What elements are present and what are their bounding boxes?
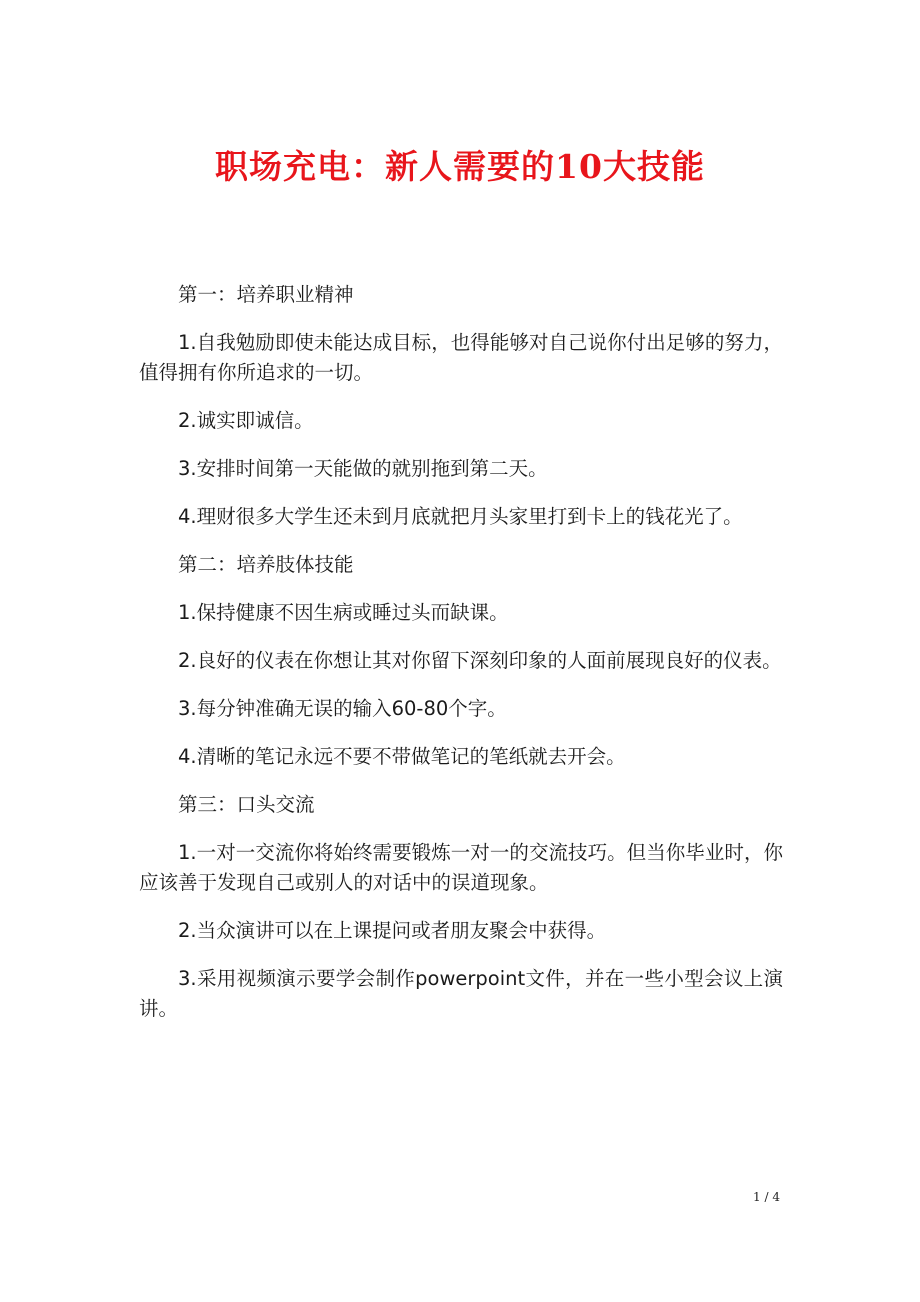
paragraph: 2.当众演讲可以在上课提问或者朋友聚会中获得。 bbox=[178, 919, 607, 942]
section-heading: 第二：培养肢体技能 bbox=[178, 553, 354, 576]
paragraph: 3.采用视频演示要学会制作powerpoint文件，并在一些小型会议上演讲。 bbox=[139, 967, 783, 1020]
paragraph: 2.诚实即诚信。 bbox=[178, 409, 314, 432]
paragraph: 2.良好的仪表在你想让其对你留下深刻印象的人面前展现良好的仪表。 bbox=[178, 649, 782, 672]
section-heading: 第一：培养职业精神 bbox=[178, 283, 354, 306]
paragraph: 3.安排时间第一天能做的就别拖到第二天。 bbox=[178, 457, 548, 480]
paragraph: 1.自我勉励即使未能达成目标，也得能够对自己说你付出足够的努力，值得拥有你所追求的一切。 bbox=[139, 331, 783, 384]
paragraph: 3.每分钟准确无误的输入60-80个字。 bbox=[178, 697, 507, 720]
document-title: 职场充电：新人需要的10大技能 bbox=[215, 147, 705, 186]
document-body bbox=[139, 280, 783, 1042]
paragraph: 4.清晰的笔记永远不要不带做笔记的笔纸就去开会。 bbox=[178, 745, 626, 768]
paragraph: 1.一对一交流你将始终需要锻炼一对一的交流技巧。但当你毕业时，你应该善于发现自己或别人的对话中的误道现象。 bbox=[139, 841, 783, 894]
paragraph: 4.理财很多大学生还未到月底就把月头家里打到卡上的钱花光了。 bbox=[178, 505, 743, 528]
section-heading: 第三：口头交流 bbox=[178, 793, 315, 816]
paragraph: 1.保持健康不因生病或睡过头而缺课。 bbox=[178, 601, 509, 624]
page-number: 1 / 4 bbox=[753, 1190, 780, 1204]
